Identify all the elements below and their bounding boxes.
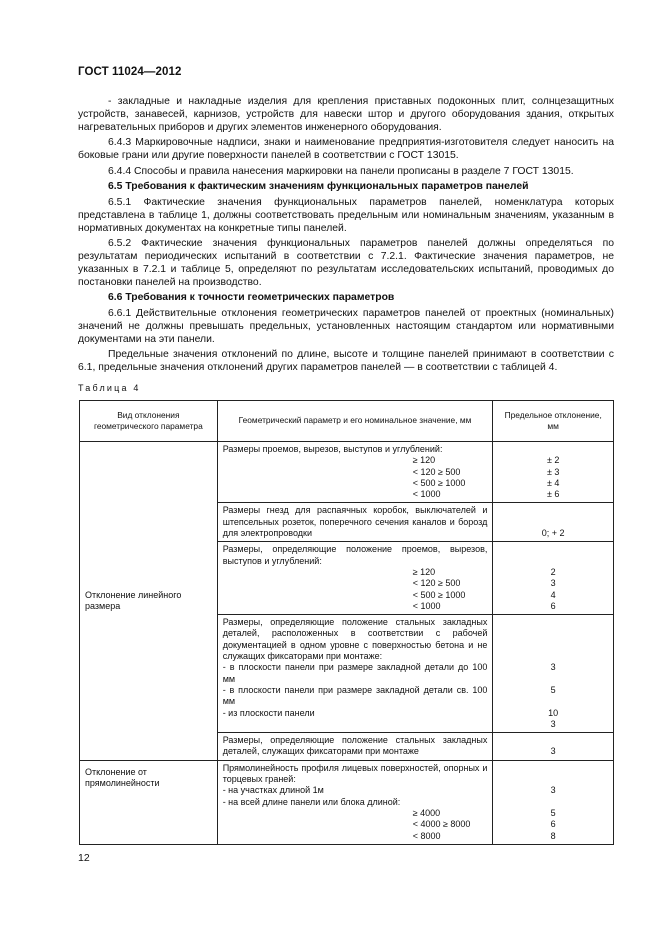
- param-text: Размеры, определяющие положение проемов, вырезов, выступов и углублений:: [222, 544, 488, 566]
- deviation-value: 5: [550, 684, 556, 695]
- deviation-value: ± 2: [546, 455, 560, 466]
- param-cell: Размеры гнезд для распаячных коробок, выключателей и штепсельных розеток, поперечного сечения каналов и борозд для электропроводки: [217, 503, 493, 542]
- deviation-kind-cell: Отклонение линейного размера: [80, 442, 218, 761]
- range-list: [413, 567, 488, 612]
- range-value: < 120 ≥ 500: [412, 466, 461, 477]
- param-cell: [217, 760, 493, 844]
- param-item: - в плоскости панели при размере закладной детали св. 100 мм: [222, 684, 488, 707]
- deviation-value: ± 3: [546, 466, 560, 477]
- deviation-value: 3: [550, 578, 556, 589]
- range-value: < 500 ≥ 1000: [412, 589, 466, 600]
- range-value: < 4000 ≥ 8000: [412, 819, 471, 830]
- deviation-value: 3: [550, 785, 556, 796]
- deviation-value: ± 4: [546, 477, 560, 488]
- header-dev: Предельное отклонение, мм: [493, 401, 614, 442]
- deviation-value: 8: [550, 830, 556, 841]
- body-text: [78, 95, 614, 377]
- param-text: Размеры проемов, вырезов, выступов и углублений:: [222, 444, 443, 454]
- range-value: ≥ 4000: [412, 807, 441, 818]
- range-value: < 1000: [412, 489, 441, 500]
- range-list: [413, 455, 488, 500]
- table-row: [80, 442, 614, 503]
- paragraph: - закладные и накладные изделия для крепления приставных подоконных плит, солнцезащитных устройств, занавесей, карнизов, устройств для навески штор и другого оборудования здания, открытых нагревательных приборов и других элементов инженерного оборудования.: [78, 96, 614, 133]
- table-row: [80, 760, 614, 844]
- header-param: Геометрический параметр и его номинальное значение, мм: [217, 401, 493, 442]
- param-item: - в плоскости панели при размере закладной детали до 100 мм: [222, 662, 488, 684]
- paragraph: 6.4.3 Маркировочные надписи, знаки и наименование предприятия-изготовителя следует наносить на боковые грани или другие поверхности панелей в соответствии с ГОСТ 13015.: [78, 137, 614, 162]
- deviation-cell: 0; + 2: [493, 503, 614, 542]
- param-item: - из плоскости панели: [222, 707, 315, 718]
- deviation-value: 2: [550, 566, 556, 577]
- deviation-value: 5: [550, 807, 556, 818]
- deviation-value: 10: [548, 707, 559, 718]
- deviation-value: 4: [550, 589, 556, 600]
- range-value: < 1000: [412, 600, 441, 611]
- deviation-cell: [493, 542, 614, 615]
- paragraph: 6.4.4 Способы и правила нанесения маркировки на панели прописаны в разделе 7 ГОСТ 13015.: [108, 165, 574, 177]
- page-number: 12: [78, 852, 90, 864]
- deviation-cell: [493, 442, 614, 503]
- section-heading: 6.5 Требования к фактическим значениям функциональных параметров панелей: [108, 181, 529, 193]
- range-value: < 500 ≥ 1000: [412, 477, 466, 488]
- paragraph: Предельные значения отклонений по длине, высоте и толщине панелей принимают в соответствии с 6.1, предельные значения отклонений других параметров панелей — в соответствии с таблицей 4.: [78, 349, 614, 374]
- paragraph: 6.5.1 Фактические значения функциональных параметров панелей, номенклатура которых представлена в таблице 1, должны соответствовать предельным или номинальным значениям, указанным в нормативных документах на конкретные типы панелей.: [78, 196, 614, 234]
- deviation-cell: [493, 615, 614, 733]
- header-kind: Вид отклонения геометрического параметра: [80, 401, 218, 442]
- deviation-table: [79, 400, 614, 845]
- param-text: Размеры, определяющие положение стальных закладных деталей, расположенных в соответствии с рабочей документацией в одном уровне с поверхностью бетона и не служащих фиксаторами при монтаже:: [222, 617, 488, 662]
- paragraph: 6.5.2 Фактические значения функциональных параметров панелей должны определяться по результатам периодических испытаний в соответствии с 7.2.1. Фактические значения параметров, не указанных в 7.2.1 и таблице 5, определяют по результатам исследовательских испытаний, проводимых до постановки панелей на производство.: [78, 237, 614, 288]
- range-value: ≥ 120: [412, 455, 436, 466]
- deviation-value: ± 6: [546, 489, 560, 500]
- param-cell: [217, 442, 493, 503]
- deviation-value: 6: [550, 600, 556, 611]
- param-cell: [217, 542, 493, 615]
- range-value: ≥ 120: [412, 566, 436, 577]
- document-code: ГОСТ 11024—2012: [78, 66, 182, 78]
- section-heading: 6.6 Требования к точности геометрических параметров: [108, 292, 395, 304]
- deviation-kind-cell: Отклонение от прямолинейности: [80, 760, 218, 844]
- deviation-value: 6: [550, 819, 556, 830]
- range-value: < 120 ≥ 500: [412, 578, 461, 589]
- table-caption: Таблица 4: [78, 383, 141, 393]
- deviation-cell: 3: [493, 733, 614, 761]
- deviation-cell: [493, 760, 614, 844]
- deviation-value: 3: [550, 662, 556, 673]
- paragraph: 6.6.1 Действительные отклонения геометрических параметров панелей от проектных (номинальных) значений не должны превышать предельных, установленных настоящим стандартом или нормативными документами на эти панели.: [78, 307, 614, 345]
- param-item: - на участках длиной 1м: [222, 785, 324, 796]
- param-cell: [217, 615, 493, 733]
- param-cell: Размеры, определяющие положение стальных закладных деталей, служащих фиксаторами при монтаже: [217, 733, 493, 761]
- range-list: [413, 808, 488, 842]
- range-value: < 8000: [412, 830, 441, 841]
- param-item: - на всей длине панели или блока длиной:: [222, 796, 401, 807]
- table-header-row: [80, 401, 614, 442]
- deviation-value: 3: [550, 718, 556, 729]
- param-text: Прямолинейность профиля лицевых поверхностей, опорных и торцевых граней:: [222, 762, 488, 785]
